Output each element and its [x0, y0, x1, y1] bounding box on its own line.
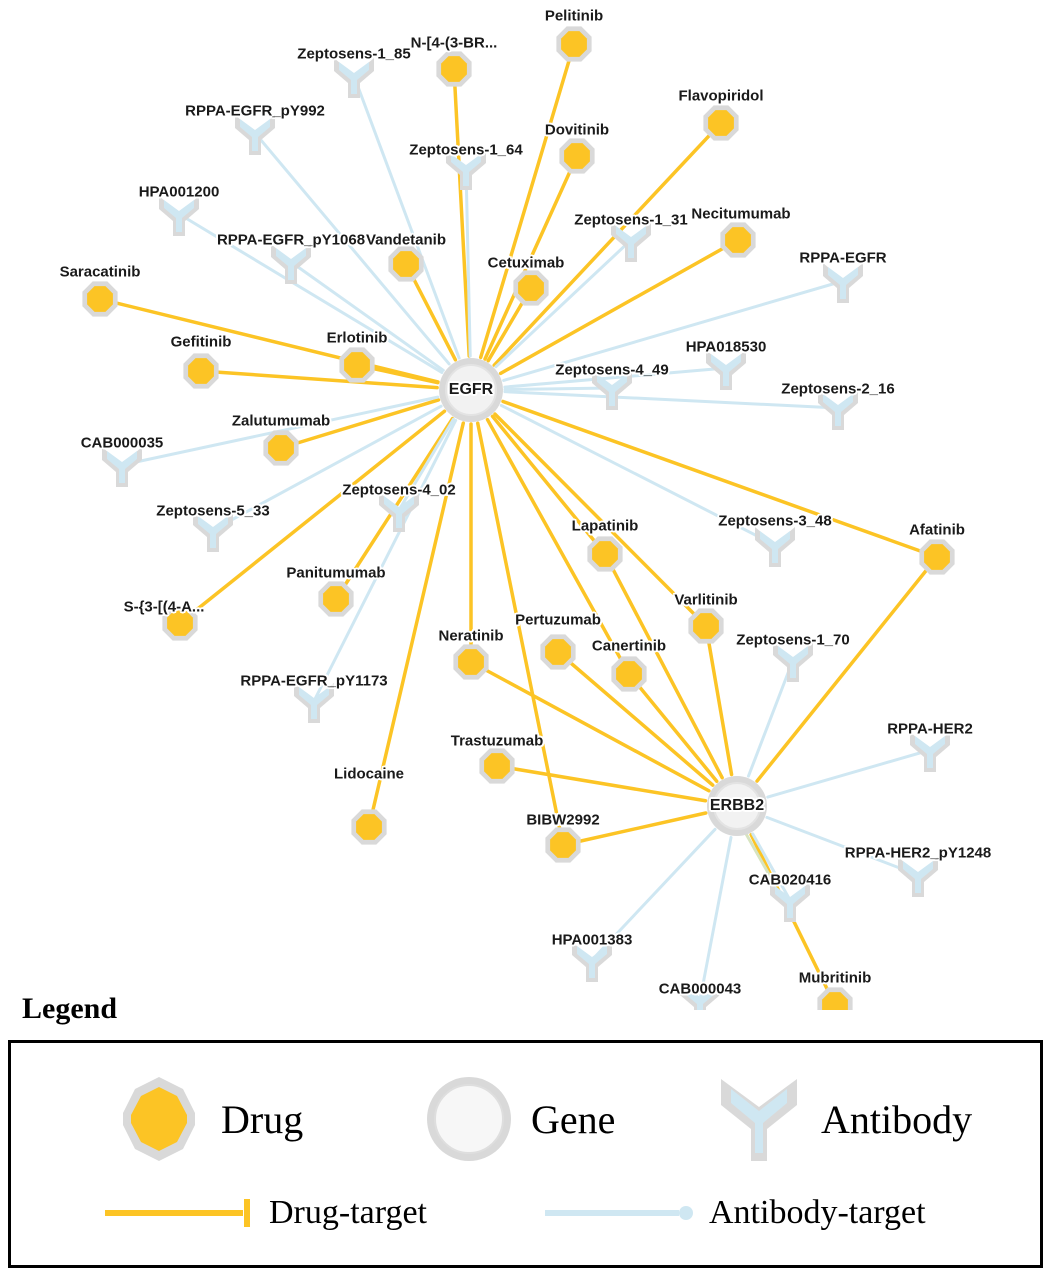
antibody-target-edge-icon: [541, 1193, 701, 1233]
antibody-label-rppa-egfr-py1173: RPPA-EGFR_pY1173: [240, 672, 388, 690]
edge-drug-target: [495, 414, 706, 626]
edge-antibody-target: [748, 660, 793, 776]
antibody-label-zeptosens-4_49: Zeptosens-4_49: [555, 361, 669, 379]
antibody-label-rppa-egfr-py1068: RPPA-EGFR_pY1068: [216, 231, 366, 249]
edge-drug-target: [629, 674, 717, 781]
legend-item-gene: [421, 1071, 615, 1167]
drug-node[interactable]: [561, 31, 587, 57]
drug-node[interactable]: [356, 814, 382, 840]
legend-box: [8, 1040, 1043, 1268]
legend-label-drug-target: Drug-target: [269, 1194, 427, 1231]
antibody-label-zeptosens-3_48: Zeptosens-3_48: [718, 512, 832, 530]
antibody-label-cab000043: CAB000043: [658, 980, 742, 998]
gene-icon: [421, 1071, 517, 1167]
legend-item-drug: [111, 1071, 303, 1167]
gene-node[interactable]: [714, 783, 760, 829]
antibody-label-zeptosens-4_02: Zeptosens-4_02: [342, 481, 456, 499]
antibody-icon: [711, 1071, 807, 1167]
gene-label-EGFR: EGFR: [448, 381, 494, 398]
edge-other: [745, 832, 775, 885]
legend-label-antibody: Antibody: [821, 1096, 973, 1142]
drug-node[interactable]: [550, 832, 576, 858]
drug-node[interactable]: [924, 544, 950, 570]
antibody-label-hpa001200: HPA001200: [138, 183, 220, 201]
legend-edges-row: [11, 1183, 1040, 1253]
drug-node[interactable]: [458, 649, 484, 675]
antibody-label-zeptosens-1_31: Zeptosens-1_31: [574, 211, 688, 229]
drug-label-neratinib: Neratinib: [438, 627, 504, 645]
drug-label-lapatinib: Lapatinib: [571, 517, 639, 535]
legend-item-antibody: [711, 1071, 972, 1167]
drug-node[interactable]: [441, 56, 467, 82]
drug-label-n4-3-br: N-[4-(3-BR...: [410, 34, 498, 52]
drug-label-pelitinib: Pelitinib: [544, 7, 604, 25]
drug-node[interactable]: [518, 275, 544, 301]
gene-label-ERBB2: ERBB2: [709, 797, 765, 814]
legend-shapes-row: [11, 1053, 1040, 1163]
legend-item-drug-target: [101, 1193, 427, 1233]
drug-label-varlitinib: Varlitinib: [674, 591, 738, 609]
antibody-label-zeptosens-1_64: Zeptosens-1_64: [409, 141, 523, 159]
drug-label-zalutumumab: Zalutumumab: [231, 412, 331, 430]
edge-antibody-target: [255, 133, 449, 364]
edge-drug-target: [281, 400, 438, 448]
antibody-label-zeptosens-2_16: Zeptosens-2_16: [781, 380, 895, 398]
drug-node[interactable]: [87, 286, 113, 312]
drug-label-afatinib: Afatinib: [909, 521, 965, 539]
edge-antibody-target: [179, 214, 442, 372]
drug-label-erlotinib: Erlotinib: [326, 329, 388, 347]
drug-label-cetuximab: Cetuximab: [487, 254, 565, 272]
drug-node[interactable]: [616, 661, 642, 687]
legend-label-drug: Drug: [221, 1096, 304, 1142]
antibody-label-rppa-egfr: RPPA-EGFR: [799, 249, 887, 267]
drug-label-saracatinib: Saracatinib: [59, 263, 141, 281]
drug-target-edge-icon: [101, 1193, 261, 1233]
drug-label-canertinib: Canertinib: [591, 637, 667, 655]
drug-label-mubritinib: Mubritinib: [798, 969, 872, 987]
drug-label-flavopiridol: Flavopiridol: [678, 87, 764, 105]
edge-antibody-target: [767, 817, 918, 875]
edge-antibody-target: [504, 281, 843, 380]
drug-label-dovitinib: Dovitinib: [544, 121, 610, 139]
drug-node[interactable]: [693, 613, 719, 639]
drug-node[interactable]: [725, 227, 751, 253]
antibody-label-cab020416: CAB020416: [748, 871, 832, 889]
edge-drug-target: [503, 401, 937, 557]
antibody-label-hpa001383: HPA001383: [551, 931, 633, 949]
drug-label-lidocaine: Lidocaine: [333, 765, 405, 783]
drug-node[interactable]: [167, 610, 193, 636]
gene-node[interactable]: [446, 365, 496, 415]
edge-antibody-target: [354, 76, 459, 358]
edge-antibody-target: [505, 392, 838, 408]
edge-antibody-target: [505, 388, 612, 390]
edge-drug-target: [501, 240, 738, 373]
antibody-label-cab000035: CAB000035: [80, 434, 164, 452]
edge-antibody-target: [592, 829, 715, 960]
edge-drug-target: [757, 557, 937, 781]
drug-node[interactable]: [188, 358, 214, 384]
drug-label-gefitinib: Gefitinib: [170, 333, 232, 351]
drug-node[interactable]: [393, 251, 419, 277]
antibody-label-hpa018530: HPA018530: [685, 338, 767, 356]
antibody-label-rppa-egfr-py992: RPPA-EGFR_pY992: [185, 102, 325, 120]
antibody-label-zeptosens-1_85: Zeptosens-1_85: [297, 45, 411, 63]
drug-label-bibw2992: BIBW2992: [526, 811, 600, 829]
drug-label-trastuzumab: Trastuzumab: [450, 732, 544, 750]
edge-antibody-target: [700, 837, 731, 1000]
drug-node[interactable]: [564, 143, 590, 169]
drug-node[interactable]: [545, 639, 571, 665]
edge-antibody-target: [768, 750, 930, 797]
legend-label-gene: Gene: [531, 1096, 616, 1142]
edge-drug-target: [494, 123, 721, 365]
drug-label-panitumumab: Panitumumab: [286, 564, 386, 582]
legend-item-antibody-target: [541, 1193, 926, 1233]
antibody-label-zeptosens-1_70: Zeptosens-1_70: [736, 631, 850, 649]
drug-label-s-3-4a: S-{3-[(4-A...: [123, 598, 205, 616]
drug-icon: [111, 1071, 207, 1167]
edge-drug-target: [563, 813, 706, 845]
drug-node[interactable]: [484, 753, 510, 779]
antibody-label-rppa-her2-py1248: RPPA-HER2_pY1248: [844, 844, 992, 862]
drug-node[interactable]: [344, 352, 370, 378]
edge-drug-target: [481, 44, 574, 357]
drug-label-pertuzumab: Pertuzumab: [515, 611, 601, 629]
legend-heading: Legend: [22, 992, 118, 1025]
drug-label-vandetanib: Vandetanib: [365, 231, 447, 249]
antibody-label-zeptosens-5_33: Zeptosens-5_33: [156, 502, 270, 520]
drug-label-necitumumab: Necitumumab: [691, 205, 791, 223]
drug-node[interactable]: [592, 541, 618, 567]
drug-node[interactable]: [708, 110, 734, 136]
drug-node[interactable]: [268, 435, 294, 461]
antibody-label-rppa-her2: RPPA-HER2: [887, 720, 973, 738]
drug-node[interactable]: [323, 586, 349, 612]
legend-label-antibody-target: Antibody-target: [709, 1194, 926, 1231]
